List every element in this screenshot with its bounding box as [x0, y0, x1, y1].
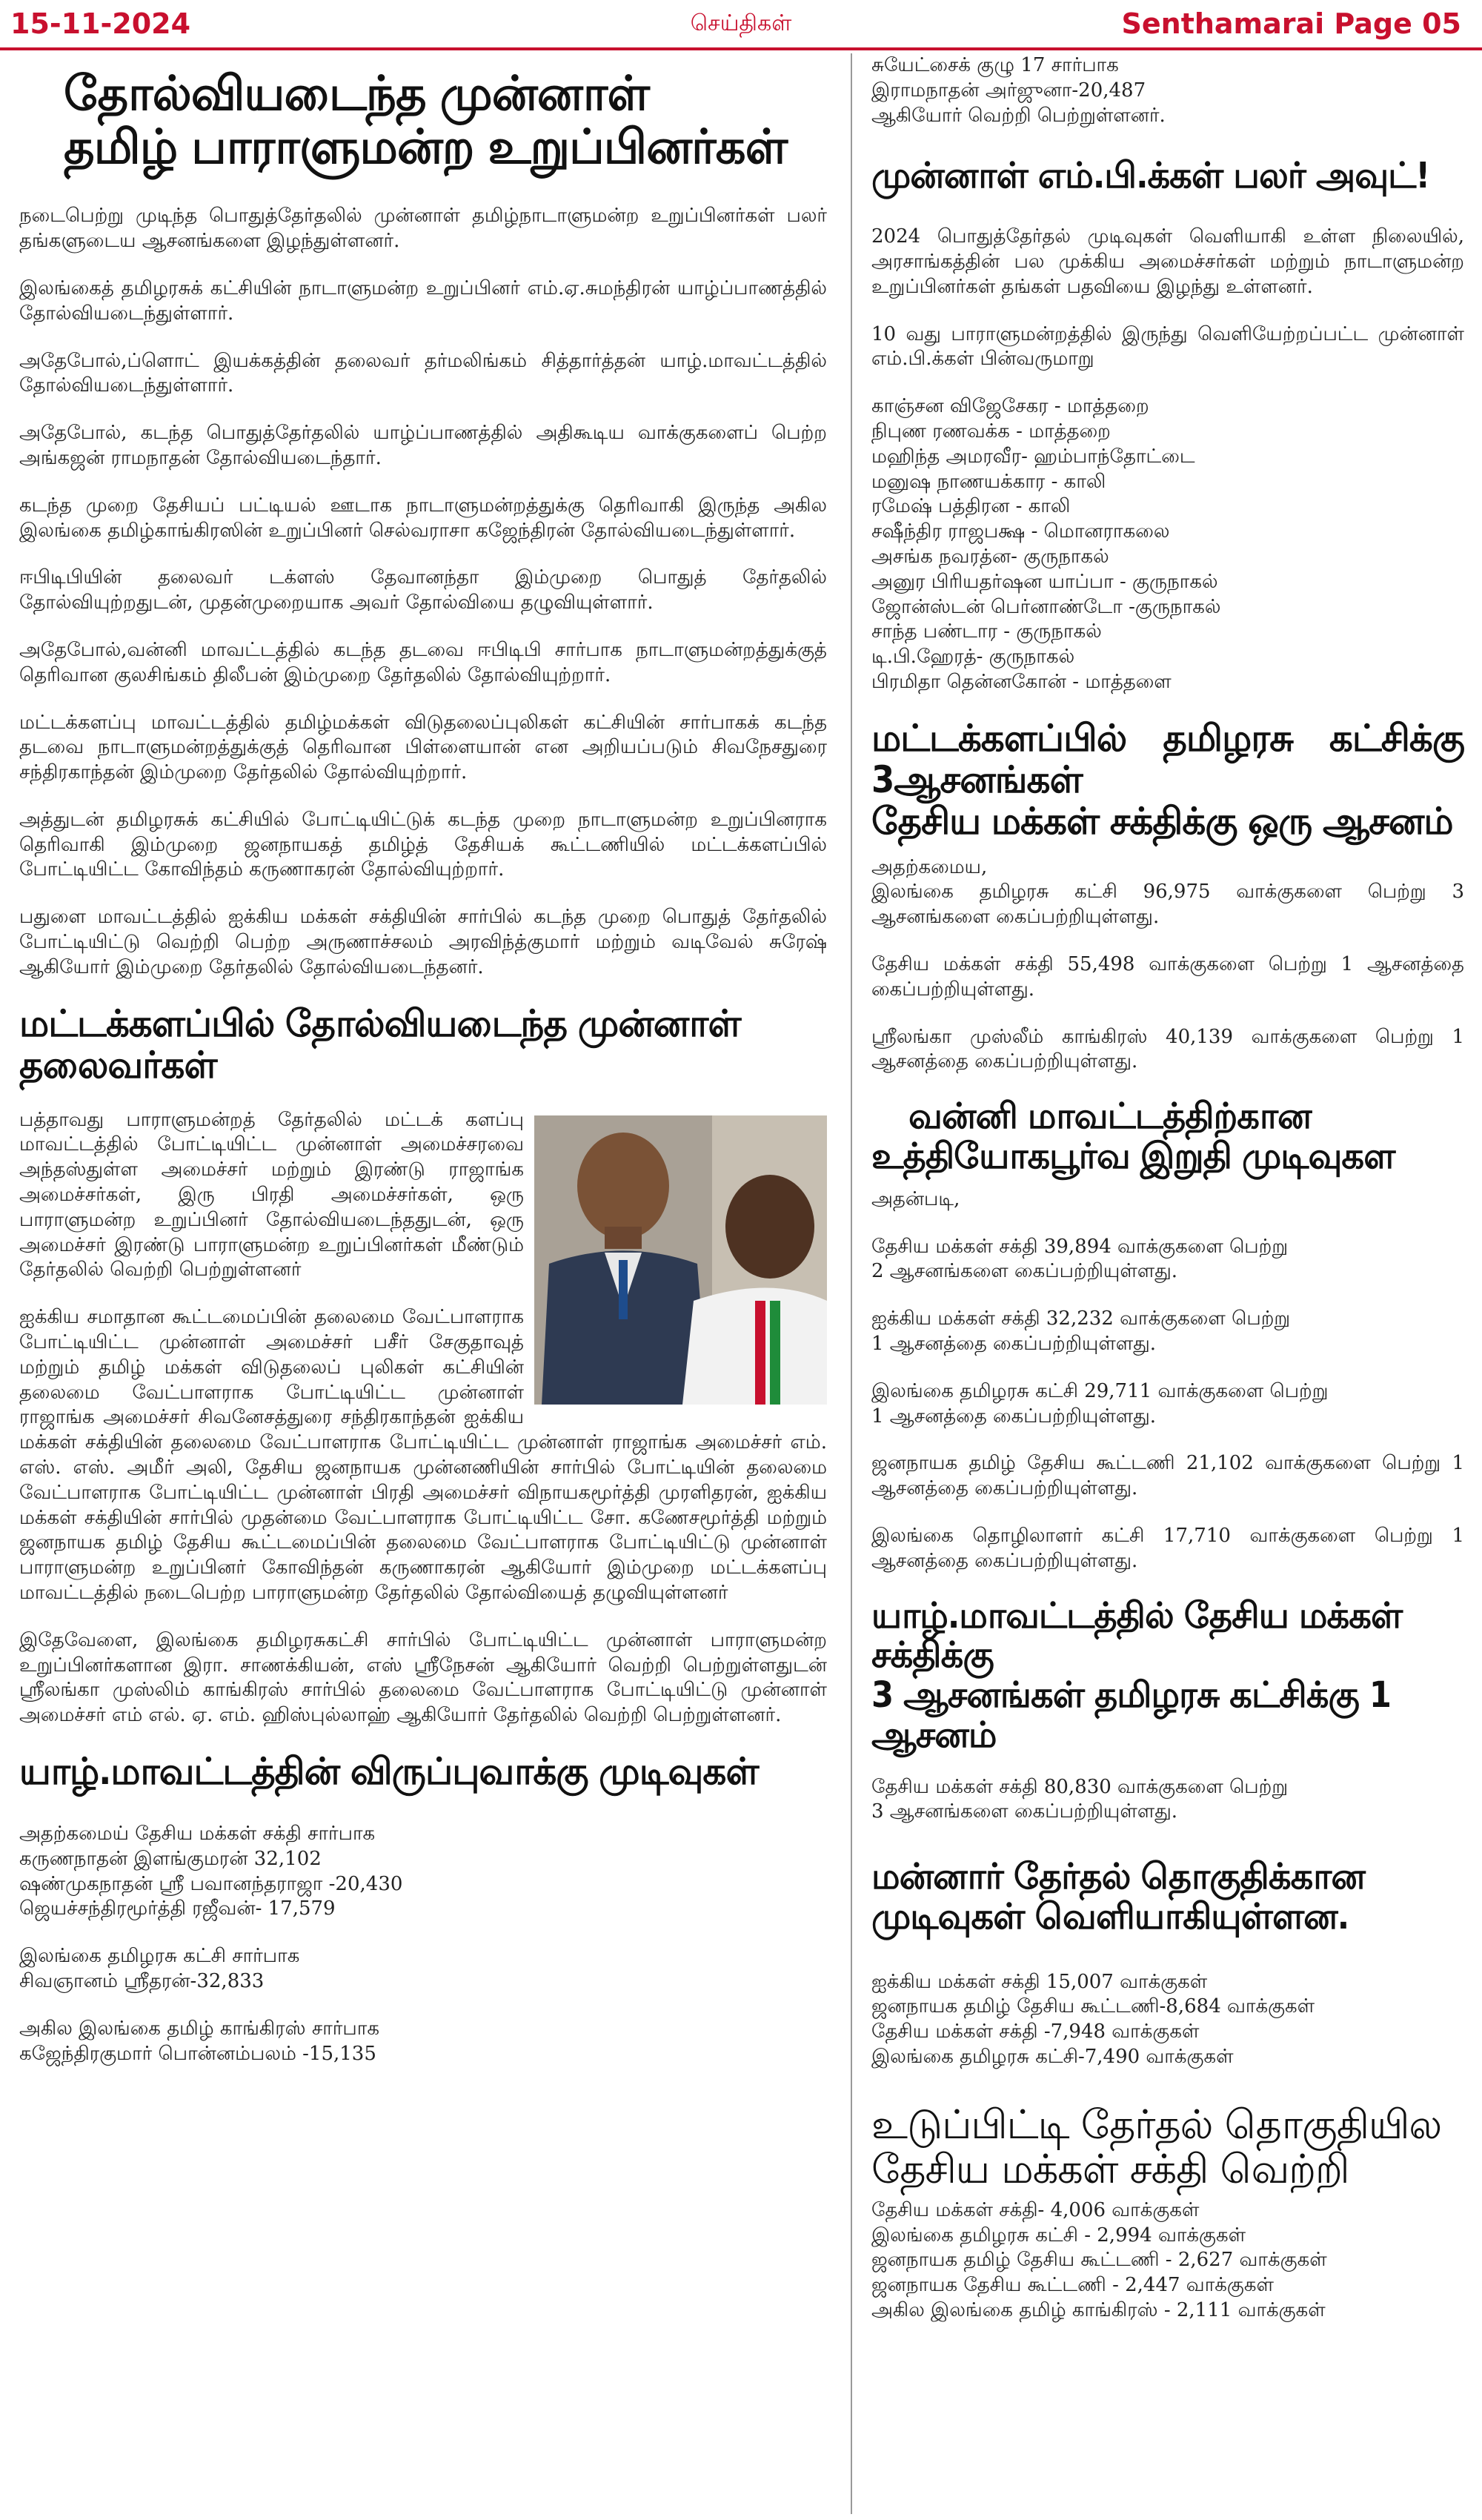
- vote-line: தேசிய மக்கள் சக்தி- 4,006 வாக்குகள்: [871, 2198, 1200, 2221]
- result-line: சுயேட்சைக் குழு 17 சார்பாக: [871, 54, 1119, 76]
- result-line: ஆகியோர் வெற்றி பெற்றுள்ளனர்.: [871, 104, 1166, 127]
- vote-line: தேசிய மக்கள் சக்தி -7,948 வாக்குகள்: [871, 2020, 1200, 2043]
- paragraph: 10 வது பாராளுமன்றத்தில் இருந்து வெளியேற்றப்பட்ட முன்னாள் எம்.பி.க்கள் பின்வருமாறு: [871, 322, 1464, 371]
- paragraph: அதற்கமைய, இலங்கை தமிழரசு கட்சி 96,975 வாக்குகளை பெற்று 3 ஆசனங்களை கைப்பற்றியுள்ளது.: [871, 855, 1464, 929]
- article-8-headline: மன்னார் தேர்தல் தொகுதிக்கான முடிவுகள் வெளியாகியுள்ளன.: [871, 1856, 1365, 1937]
- vote-line: கஜேந்திரகுமார் பொன்னம்பலம் -15,135: [19, 2042, 376, 2065]
- publication-and-page: Senthamarai Page 05: [1121, 7, 1461, 40]
- article-7-body: தேசிய மக்கள் சக்தி 80,830 வாக்குகளை பெற்று 3 ஆசனங்களை கைப்பற்றியுள்ளது.: [871, 1775, 1289, 1823]
- vote-line: இலங்கை தமிழரசு கட்சி-7,490 வாக்குகள்: [871, 2046, 1234, 2069]
- paragraph: அதன்படி,: [871, 1187, 960, 1210]
- section-name: செய்திகள்: [690, 10, 792, 36]
- vote-line: ஜனநாயக தமிழ் தேசிய கூட்டணி-8,684 வாக்குகள்: [871, 1995, 1315, 2018]
- article-1-body: [19, 204, 827, 980]
- list-item: டி.பி.ஹேரத்- குருநாகல்: [871, 646, 1075, 669]
- article-4-headline: முன்னாள் எம்.பி.க்கள் பலர் அவுட்!: [871, 155, 1430, 197]
- article-3-body: [19, 1822, 827, 2066]
- right-column: [871, 53, 1464, 2514]
- vote-line: அதற்கமைய் தேசிய மக்கள் சக்தி சார்பாக: [19, 1823, 376, 1845]
- list-item: சாந்த பண்டார - குருநாகல்: [871, 620, 1102, 643]
- list-item: நிபுண ரணவக்க - மாத்தறை: [871, 420, 1111, 442]
- article-2-headline: மட்டக்களப்பில் தோல்வியடைந்த முன்னாள் தலைவர்கள்: [19, 1001, 741, 1087]
- article-6-body: [871, 1187, 1464, 1574]
- list-item: மஹிந்த அமரவீர- ஹம்பாந்தோட்டை: [871, 445, 1195, 468]
- page-header: [0, 0, 1482, 52]
- issue-date: 15-11-2024: [10, 7, 191, 40]
- vote-line: சிவஞானம் ஸ்ரீதரன்-32,833: [19, 1969, 265, 1992]
- paragraph: தேசிய மக்கள் சக்தி 39,894 வாக்குகளை பெற்று 2 ஆசனங்களை கைப்பற்றியுள்ளது.: [871, 1235, 1289, 1283]
- result-line: இராமநாதன் அர்ஜுனா-20,487: [871, 79, 1146, 102]
- article-1-headline: தோல்வியடைந்த முன்னாள் தமிழ் பாராளுமன்ற உறுப்பினர்கள்: [64, 67, 788, 175]
- politicians-photo: [534, 1115, 827, 1405]
- former-mp-list: [871, 394, 1464, 695]
- paragraph: ஜனநாயக தமிழ் தேசிய கூட்டணி 21,102 வாக்குகளை பெற்று 1 ஆசனத்தை கைப்பற்றியுள்ளது.: [871, 1452, 1464, 1500]
- paragraph: அத்துடன் தமிழரசுக் கட்சியில் போட்டியிட்டுக் கடந்த முறை நாடாளுமன்ற உறுப்பினராக தெரிவாகி இம்முறை ஜனநாயகத் தமிழ்த் தேசியக் கூட்டணியில் மட்டக்களப்பில் போட்டியிட்ட கோவிந்தம் கருணாகரன் தோல்வியுற்றார்.: [19, 808, 827, 881]
- paragraph: மட்டக்களப்பு மாவட்டத்தில் தமிழ்மக்கள் விடுதலைப்புலிகள் கட்சியின் சார்பாகக் கடந்த தடவை நாடாளுமன்றத்துக்குத் தெரிவான பிள்ளையான் என அறியப்படும் சிவநேசதுரை சந்திரகாந்தன் இம்முறை தேர்தலில் தோல்வியுற்றார்.: [19, 711, 827, 784]
- article-9-body: [871, 2198, 1464, 2324]
- article-7-headline: யாழ்.மாவட்டத்தில் தேசிய மக்கள் சக்திக்கு 3 ஆசனங்கள் தமிழரசு கட்சிக்கு 1 ஆசனம்: [871, 1594, 1403, 1756]
- paragraph: இலங்கை தமிழரசு கட்சி 29,711 வாக்குகளை பெற்று 1 ஆசனத்தை கைப்பற்றியுள்ளது.: [871, 1379, 1329, 1428]
- left-column: [19, 53, 827, 2514]
- vote-block: [19, 2017, 827, 2067]
- article-1: [19, 68, 827, 981]
- paragraph: பத்தாவது பாராளுமன்றத் தேர்தலில் மட்டக் களப்பு மாவட்டத்தில் போட்டியிட்ட முன்னாள் அமைச்சரவை அந்தஸ்துள்ள அமைச்சர் மற்றும் இரண்டு ராஜாங்க அமைச்சர்கள், இரு பிரதி அமைச்சர்கள், ஒரு பாராளுமன்ற உறுப்பினர் தோல்வியடைந்ததுடன், ஒரு அமைச்சர் இரண்டு பாராளுமன்ற உறுப்பினர்கள் மீண்டும் தேர்தலில் வெற்றி பெற்றுள்ளனர்: [19, 1108, 524, 1281]
- header-rule: [0, 47, 1482, 50]
- list-item: சஷீந்திர ராஜபக்ஷ - மொனராகலை: [871, 520, 1170, 543]
- paragraph: பதுளை மாவட்டத்தில் ஐக்கிய மக்கள் சக்தியின் சார்பில் கடந்த முறை பொதுத் தேர்தலில் போட்டியிட்டு வெற்றி பெற்ற அருணாச்சலம் அரவிந்த்குமார் மற்றும் வடிவேல் சுரேஷ் ஆகியோர் இம்முறை தேர்தலில் தோல்வியடைந்தனர்.: [19, 906, 827, 978]
- vote-line: கருணநாதன் இளங்குமரன் 32,102: [19, 1847, 322, 1870]
- list-item: ரமேஷ் பத்திரன - காலி: [871, 495, 1071, 518]
- paragraph: இலங்கை தொழிலாளர் கட்சி 17,710 வாக்குகளை பெற்று 1 ஆசனத்தை கைப்பற்றியுள்ளது.: [871, 1524, 1464, 1572]
- article-4-body: [871, 225, 1464, 372]
- paragraph: ஈபிடிபியின் தலைவர் டக்ளஸ் தேவானந்தா இம்முறை பொதுத் தேர்தலில் தோல்வியுற்றதுடன், முதன்முறையாக அவர் தோல்வியை தழுவியுள்ளார்.: [19, 566, 827, 614]
- article-3-headline: யாழ்.மாவட்டத்தின் விருப்புவாக்கு முடிவுகள்: [19, 1750, 759, 1793]
- paragraph: ஸ்ரீலங்கா முஸ்லீம் காங்கிரஸ் 40,139 வாக்குகளை பெற்று 1 ஆசனத்தை கைப்பற்றியுள்ளது.: [871, 1025, 1464, 1073]
- vote-block: [19, 1944, 827, 1995]
- vote-line: ஜெயச்சந்திரமூர்த்தி ரஜீவன்- 17,579: [19, 1897, 336, 1920]
- paragraph: இதேவேளை, இலங்கை தமிழரசுகட்சி சார்பில் போட்டியிட்ட முன்னாள் பாராளுமன்ற உறுப்பினர்களான இரா. சாணக்கியன், எஸ் ஸ்ரீநேசன் ஆகியோர் வெற்றி பெற்றுள்ளதுடன் ஸ்ரீலங்கா முஸ்லிம் காங்கிரஸ் சார்பில் தலைமை வேட்பாளராக போட்டியிட்டு முன்னாள் அமைச்சர் எம் எல். ஏ. எம். ஹிஸ்புல்லாஹ் ஆகியோர் தேர்தலில் வெற்றி பெற்றுள்ளனர்.: [19, 1628, 827, 1727]
- paragraph: கடந்த முறை தேசியப் பட்டியல் ஊடாக நாடாளுமன்றத்துக்கு தெரிவாகி இருந்த அகில இலங்கை தமிழ்காங்கிரஸின் உறுப்பினர் செல்வராசா கஜேந்திரன் தோல்வியடைந்துள்ளார்.: [19, 494, 827, 542]
- vote-line: அகில இலங்கை தமிழ் காங்கிரஸ் - 2,111 வாக்குகள்: [871, 2298, 1326, 2321]
- article-9-headline: உடுப்பிட்டி தேர்தல் தொகுதியில தேசிய மக்கள் சக்தி வெற்றி: [871, 2100, 1442, 2193]
- list-item: அனுர பிரியதர்ஷன யாப்பா - குருநாகல்: [871, 570, 1218, 593]
- article-5-headline: மட்டக்களப்பில் தமிழரசு கட்சிக்கு 3ஆசனங்கள் தேசிய மக்கள் சக்திக்கு ஒரு ஆசனம்: [871, 716, 1464, 843]
- vote-line: ஷண்முகநாதன் ஸ்ரீ பவானந்தராஜா -20,430: [19, 1872, 403, 1895]
- vote-line: ஜனநாயக தமிழ் தேசிய கூட்டணி - 2,627 வாக்குகள்: [871, 2249, 1327, 2272]
- paragraph: 2024 பொதுத்தேர்தல் முடிவுகள் வெளியாகி உள்ள நிலையில், அரசாங்கத்தின் பல முக்கிய அமைச்சர்கள் மற்றும் நாடாளுமன்ற உறுப்பினர்கள் தங்கள் பதவியை இழந்து உள்ளனர்.: [871, 225, 1464, 298]
- list-item: ஜோன்ஸ்டன் பெர்னாண்டோ -குருநாகல்: [871, 595, 1221, 618]
- paragraph: தேசிய மக்கள் சக்தி 55,498 வாக்குகளை பெற்று 1 ஆசனத்தை கைப்பற்றியுள்ளது.: [871, 953, 1464, 1001]
- vote-line: இலங்கை தமிழரசு கட்சி - 2,994 வாக்குகள்: [871, 2224, 1246, 2247]
- vote-block: [19, 1822, 827, 1922]
- paragraph: ஐக்கிய மக்கள் சக்தி 32,232 வாக்குகளை பெற்று 1 ஆசனத்தை கைப்பற்றியுள்ளது.: [871, 1307, 1291, 1355]
- vote-line: ஜனநாயக தேசிய கூட்டணி - 2,447 வாக்குகள்: [871, 2274, 1274, 2297]
- article-7: [871, 1596, 1464, 1826]
- list-item: பிரமிதா தென்னகோன் - மாத்தளை: [871, 670, 1172, 693]
- article-3: [19, 1751, 827, 2066]
- paragraph: அதேபோல்,ப்ளொட் இயக்கத்தின் தலைவர் தர்மலிங்கம் சித்தார்த்தன் யாழ்.மாவட்டத்தில் தோல்வியடைந்துள்ளார்.: [19, 349, 827, 397]
- paragraph: நடைபெற்று முடிந்த பொதுத்தேர்தலில் முன்னாள் தமிழ்நாடாளுமன்ற உறுப்பினர்கள் பலர் தங்களுடைய ஆசனங்களை இழந்துள்ளனர்.: [19, 205, 827, 253]
- list-item: அசங்க நவரத்ன- குருநாகல்: [871, 545, 1109, 568]
- vote-line: அகில இலங்கை தமிழ் காங்கிரஸ் சார்பாக: [19, 2017, 379, 2040]
- article-4: [871, 156, 1464, 694]
- list-item: மனுஷ நாணயக்கார - காலி: [871, 470, 1106, 493]
- article-8: [871, 1857, 1464, 2070]
- vote-line: ஐக்கிய மக்கள் சக்தி 15,007 வாக்குகள்: [871, 1970, 1208, 1993]
- continued-results: [871, 53, 1464, 128]
- article-6: [871, 1097, 1464, 1574]
- article-2: [19, 1003, 827, 1728]
- article-6-headline: வன்னி மாவட்டத்திற்கான உத்தியோகபூர்வ இறுதி முடிவுகள: [871, 1095, 1395, 1178]
- paragraph: இலங்கைத் தமிழரசுக் கட்சியின் நாடாளுமன்ற உறுப்பினர் எம்.ஏ.சுமந்திரன் யாழ்ப்பாணத்தில் தோல்வியடைந்துள்ளார்.: [19, 276, 827, 325]
- paragraph: ஐக்கிய சமாதான கூட்டமைப்பின் தலைமை வேட்பாளராக போட்டியிட்ட முன்னாள் அமைச்சர் பசீர் சேகுதாவுத் மற்றும் தமிழ் மக்கள் விடுதலைப் புலிகள் கட்சியின் தலைமை வேட்பாளராக போட்டியிட்ட முன்னாள் ராஜாங்க அமைச்சர் சிவனேசத்துரை சந்திரகாந்தன் ஐக்கிய மக்கள் சக்தியின் தலைமை வேட்பாளராக போட்டியிட்ட முன்னாள் ராஜாங்க அமைச்சர் எம். எஸ். எஸ். அமீர் அலி, தேசிய ஜனநாயக முன்னணியின் சார்பில் போட்டியின் தலைமை வேட்பாளராக போட்டியிட்ட முன்னாள் பிரதி அமைச்சர் விநாயகமூர்த்தி முரளிதரன், ஐக்கிய மக்கள் சக்தியின் சார்பில் முதன்மை வேட்பாளராக போட்டியிட்ட சோ. கணேசமூர்த்தி மற்றும் ஜனநாயக தமிழ் தேசிய கூட்டமைப்பின் தலைமை வேட்பாளராக போட்டியிட்டு முன்னாள் பாராளுமன்ற உறுப்பினர் கோவிந்தன் கருணாகரன் ஆகியோர் இம்முறை மட்டக்களப்பு மாவட்டத்தில் நடைபெற்ற பாராளுமன்ற தேர்தலில் தோல்வியைத் தழுவியுள்ளனர்: [19, 1306, 827, 1605]
- column-divider: [851, 53, 852, 2514]
- vote-line: இலங்கை தமிழரசு கட்சி சார்பாக: [19, 1945, 300, 1968]
- article-9: [871, 2100, 1464, 2324]
- photo-illustration: [534, 1115, 827, 1405]
- paragraph: அதேபோல், கடந்த பொதுத்தேர்தலில் யாழ்ப்பாணத்தில் அதிகூடிய வாக்குகளைப் பெற்ற அங்கஜன் ராமநாதன் தோல்வியடைந்தார்.: [19, 422, 827, 469]
- article-5-body: [871, 855, 1464, 1075]
- article-2-body: [19, 1108, 827, 1728]
- article-5: [871, 717, 1464, 1075]
- article-8-body: [871, 1970, 1464, 2070]
- list-item: காஞ்சன விஜேசேகர - மாத்தறை: [871, 395, 1149, 418]
- paragraph: அதேபோல்,வன்னி மாவட்டத்தில் கடந்த தடவை ஈபிடிபி சார்பாக நாடாளுமன்றத்துக்குத் தெரிவான குலசிங்கம் திலீபன் இம்முறை தேர்தலில் தோல்வியுற்றார்.: [19, 638, 827, 686]
